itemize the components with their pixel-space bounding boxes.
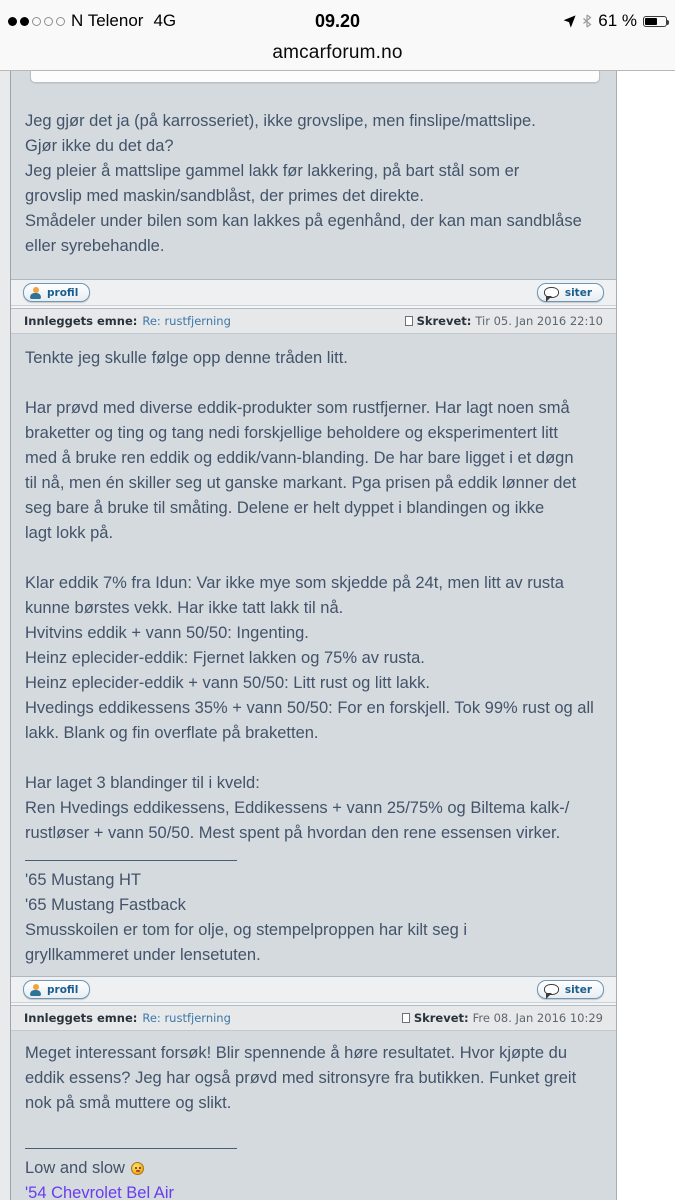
url-bar[interactable]: amcarforum.no — [272, 42, 403, 63]
quote-box-bottom — [30, 71, 600, 83]
post-2-body: Tenkte jeg skulle følge opp denne tråden litt. Har prøvd med diverse eddik-produkter som rustfjerner. Har lagt noen små braketter og ting og tang nedi forskjellige beholdere og eksperimentert litt med å bruke ren eddik og eddik/vann-blanding. De har bare ligget i et døgn til nå, men én skiller seg ut ganske markant. Pga prisen på eddik lønner det seg bare å bruke til småting. Delene er helt dyppet i blandingen og ikke lagt lokk på. Klar eddik 7% fra Idun: Var ikke mye som skjedde på 24t, men litt av rusta kunne børstes vekk. Har ikke tatt lakk til nå. Hvitvins eddik + vann 50/50: Ingenting. Heinz eplecider-eddik: Fjernet lakken og 75% av rusta. Heinz eplecider-eddik + vann 50/50: Litt rust og litt lakk. Hvedings eddikessens 35% + vann 50/50: For en forskjell. Tok 99% rust og all lakk. Blank og fin overflate på braketten. Har laget 3 blandinger til i kveld: Ren Hvedings eddikessens, Eddikessens + vann 25/75% og Biltema kalk-/ rustløser + vann 50/50. Mest spent på hvordan den rene essensen virker. — [25, 349, 594, 842]
cool-smiley-icon — [131, 1162, 144, 1175]
status-bar — [0, 0, 675, 36]
battery-icon — [643, 16, 667, 27]
written-label: Skrevet: — [413, 1011, 469, 1025]
topic-link[interactable]: Re: rustfjerning — [142, 1011, 231, 1025]
signature-divider — [25, 1148, 237, 1149]
post-3-signature-text: Low and slow — [25, 1159, 125, 1177]
profil-button[interactable] — [23, 980, 90, 999]
network-type: 4G — [153, 11, 177, 30]
clock: 09.20 — [314, 10, 361, 31]
siter-button[interactable] — [537, 283, 604, 302]
siter-button[interactable] — [537, 980, 604, 999]
post-3-body: Meget interessant forsøk! Blir spennende å høre resultatet. Hvor kjøpte du eddik essens? Jeg har også prøvd med sitronsyre fra butikken. Funket greit nok på små muttere og slikt. — [25, 1044, 577, 1112]
topic-label: Innleggets emne: — [24, 314, 138, 328]
topic-link[interactable]: Re: rustfjerning — [142, 314, 231, 328]
siter-button-label: siter — [564, 286, 592, 299]
profil-button-label: profil — [47, 286, 79, 299]
written-label: Skrevet: — [416, 314, 472, 328]
quote-bubble-icon — [544, 984, 559, 995]
post-3-header — [11, 1005, 616, 1031]
post-3-timestamp: Fre 08. Jan 2016 10:29 — [472, 1011, 603, 1025]
post-3 — [11, 1031, 616, 1200]
carrier-name: N Telenor — [71, 11, 144, 30]
topic-label: Innleggets emne: — [24, 1011, 138, 1025]
signature-car-link[interactable]: '54 Chevrolet Bel Air — [25, 1184, 174, 1200]
post-2-timestamp: Tir 05. Jan 2016 22:10 — [475, 314, 603, 328]
user-icon — [30, 984, 41, 996]
left-gutter — [0, 71, 11, 1200]
profil-button-label: profil — [47, 983, 79, 996]
post-2-signature: '65 Mustang HT '65 Mustang Fastback Smusskoilen er tom for olje, og stempelproppen har kilt seg i gryllkammeret under lensetuten. — [25, 871, 468, 964]
user-icon — [30, 287, 41, 299]
siter-button-label: siter — [564, 983, 592, 996]
profil-button[interactable] — [23, 283, 90, 302]
forum-thread — [11, 71, 617, 1200]
post-2 — [11, 334, 616, 976]
page-icon — [405, 316, 413, 326]
page-icon — [402, 1013, 410, 1023]
post-1-body: Jeg gjør det ja (på karrosseriet), ikke grovslipe, men finslipe/mattslipe. Gjør ikke du det da? Jeg pleier å mattslipe gammel lakk før lakkering, på bart stål som er grovslip med maskin/sandblåst, der primes det direkte. Smådeler under bilen som kan lakkes på egenhånd, der kan man sandblåse eller syrebehandle. — [25, 112, 582, 255]
post-2-header — [11, 308, 616, 334]
right-margin — [617, 71, 675, 1200]
post-2-action-bar — [11, 976, 616, 1003]
quote-bubble-icon — [544, 287, 559, 298]
signature-divider — [25, 860, 237, 861]
browser-chrome — [0, 0, 675, 71]
post-1-action-bar — [11, 279, 616, 306]
battery-percent: 61 % — [598, 11, 637, 30]
page-body — [0, 71, 675, 1200]
post-1 — [11, 71, 616, 279]
